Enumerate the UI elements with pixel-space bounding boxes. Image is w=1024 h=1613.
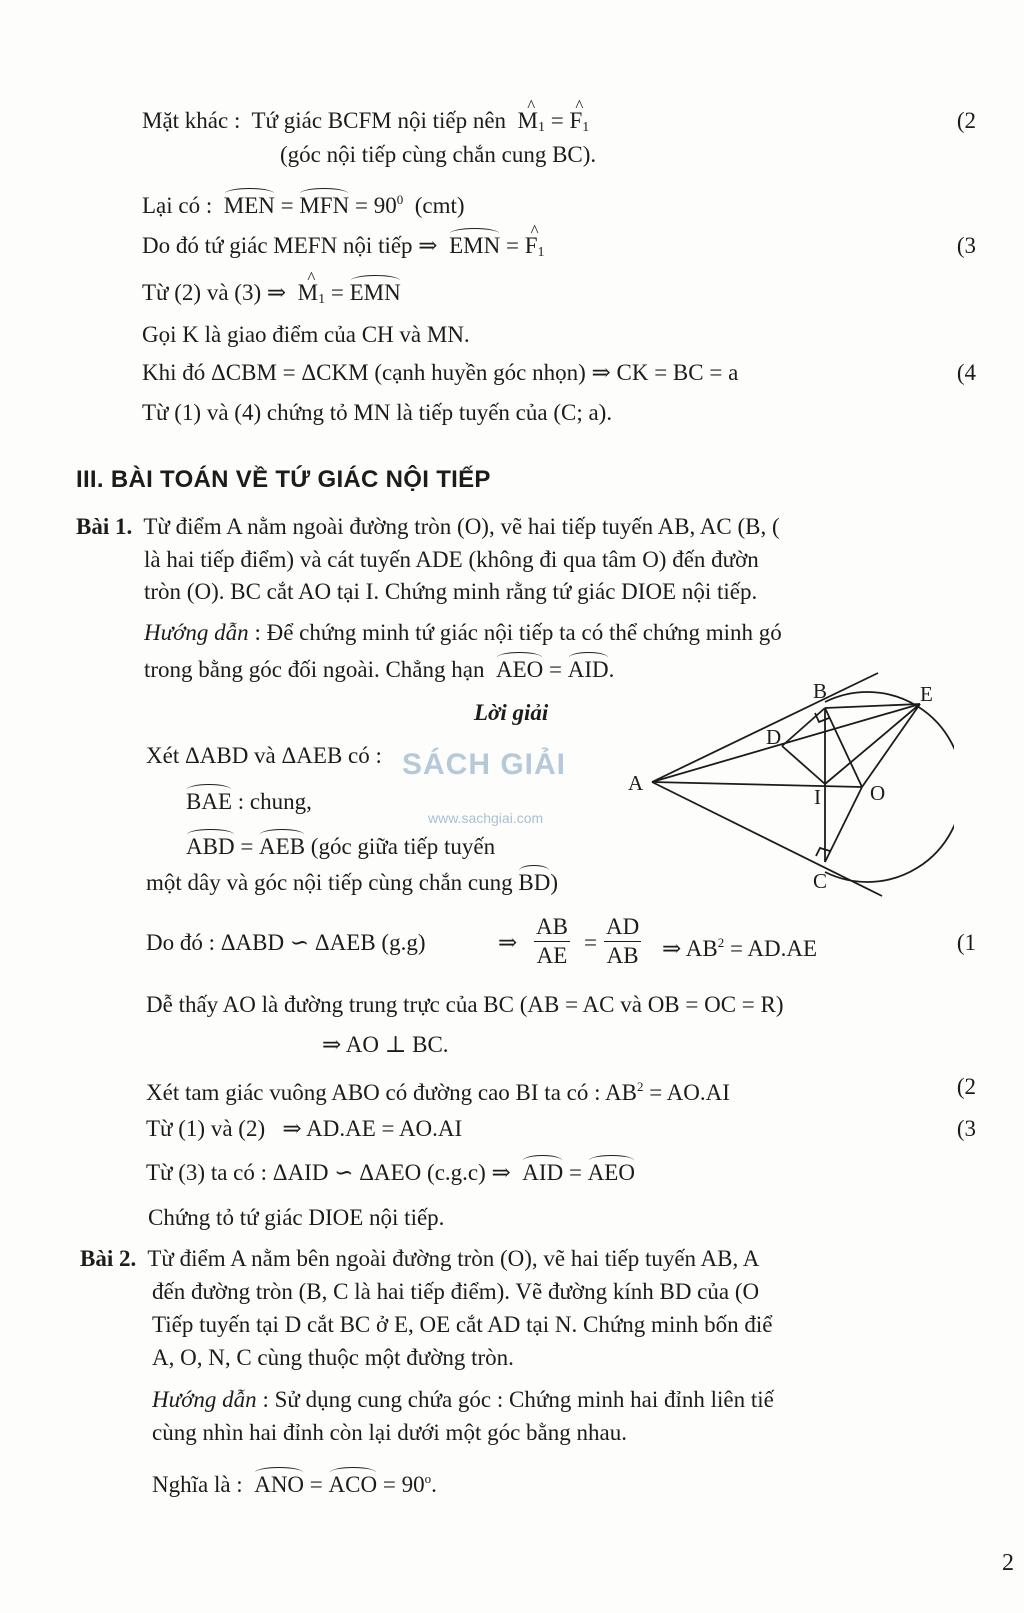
text: = 90 bbox=[354, 193, 397, 218]
angle-m1: ^ $M_1$ bbox=[298, 278, 325, 315]
superscript: 2 bbox=[717, 935, 725, 950]
equation-number: (2 bbox=[956, 108, 976, 133]
text-line bbox=[142, 106, 589, 143]
exercise-line bbox=[76, 512, 780, 542]
text: trong bằng góc đối ngoài. Chẳng hạn bbox=[144, 657, 485, 682]
equation-number: (3 bbox=[956, 1116, 976, 1141]
text: Xét tam giác vuông ABO có đường cao BI ta có : AB bbox=[146, 1080, 637, 1105]
text-line bbox=[662, 928, 817, 964]
equals: = bbox=[240, 834, 254, 859]
equals: = bbox=[550, 108, 564, 133]
arc-angle: EMN bbox=[350, 278, 401, 308]
implies: ⇒ bbox=[498, 930, 518, 955]
arc-angle: BAE bbox=[186, 787, 232, 817]
text: : Để chứng minh tứ giác nội tiếp ta có thể chứng minh gó bbox=[254, 620, 782, 645]
page-number: 2 bbox=[1002, 1550, 1014, 1576]
text-line: Từ (1) và (2) ⇒ AD.AE = AO.AI bbox=[146, 1116, 463, 1141]
equals: = bbox=[505, 233, 519, 258]
text: Từ điểm A nằm ngoài đường tròn (O), vẽ hai tiếp tuyến AB, AC (B, ( bbox=[143, 514, 780, 539]
exercise-label: Bài 2. bbox=[80, 1246, 137, 1271]
text-line bbox=[142, 278, 401, 315]
hint-label: Hướng dẫn bbox=[144, 620, 249, 645]
degree: 0 bbox=[396, 192, 404, 207]
text-line bbox=[142, 185, 465, 221]
equals: = bbox=[584, 930, 597, 955]
segment-di bbox=[782, 746, 825, 784]
text: = AO.AI bbox=[649, 1080, 730, 1105]
text: : chung, bbox=[237, 789, 312, 814]
arc-angle: AID bbox=[522, 1158, 563, 1188]
fraction-ad-ab bbox=[604, 913, 641, 970]
period: . bbox=[431, 1472, 437, 1497]
arc-angle: AEO bbox=[496, 655, 543, 685]
text-line: Xét ΔABD và ΔAEB có : bbox=[146, 743, 382, 768]
angle-f1: ^ $F_1$ bbox=[569, 106, 589, 143]
watermark: SÁCH GIẢI bbox=[402, 748, 567, 781]
hint-line bbox=[152, 1385, 954, 1415]
label-b: B bbox=[813, 679, 828, 703]
text-line: Gọi K là giao điểm của CH và MN. bbox=[142, 322, 470, 347]
arc-angle: MFN bbox=[299, 191, 349, 221]
numerator: AD bbox=[604, 913, 641, 942]
hint-line bbox=[144, 655, 614, 685]
label-o: O bbox=[870, 781, 886, 805]
segment-bd bbox=[782, 708, 825, 746]
text-line: đến đường tròn (B, C là hai tiếp điểm). Vẽ đường kính BD của (O bbox=[152, 1279, 760, 1304]
exercise-line bbox=[80, 1244, 954, 1274]
arc-angle: MEN bbox=[224, 191, 275, 221]
denominator: AB bbox=[606, 943, 639, 968]
label-c: C bbox=[813, 869, 828, 893]
text-line bbox=[186, 832, 495, 862]
text: : Sử dụng cung chứa góc : Chứng minh hai đỉnh liên tiế bbox=[262, 1387, 774, 1412]
tangent-ac bbox=[652, 782, 882, 896]
arc-angle: ABD bbox=[186, 832, 235, 862]
arc-angle: AEO bbox=[588, 1158, 635, 1188]
degree: o bbox=[424, 1471, 432, 1486]
text-line: (góc nội tiếp cùng chắn cung BC). bbox=[280, 142, 597, 167]
fraction-ab-ae bbox=[534, 913, 570, 970]
text-line: A, O, N, C cùng thuộc một đường tròn. bbox=[152, 1345, 514, 1370]
text-line bbox=[146, 868, 558, 898]
text-line: ⇒ AO ⊥ BC. bbox=[322, 1032, 449, 1057]
section-heading: III. BÀI TOÁN VỀ TỨ GIÁC NỘI TIẾP bbox=[76, 466, 491, 493]
arc-angle: ANO bbox=[254, 1470, 304, 1500]
text: Lại có : bbox=[142, 193, 213, 218]
hint-label: Hướng dẫn bbox=[152, 1387, 257, 1412]
segment-ao bbox=[652, 782, 862, 787]
text-line bbox=[186, 787, 312, 817]
text-line: Do đó : ΔABD ∽ ΔAEB (g.g) bbox=[146, 930, 426, 955]
arc-angle: AID bbox=[568, 655, 609, 685]
geometry-figure bbox=[620, 670, 954, 900]
equals: = bbox=[568, 1160, 582, 1185]
period: . bbox=[608, 657, 615, 682]
text: (góc giữa tiếp tuyến bbox=[310, 834, 496, 859]
text: = AD.AE bbox=[729, 936, 818, 961]
arc-angle: EMN bbox=[449, 231, 500, 261]
denominator: AE bbox=[536, 943, 568, 968]
text: Do đó tứ giác MEFN nội tiếp ⇒ bbox=[142, 233, 438, 258]
text-line: Dễ thấy AO là đường trung trực của BC (AB = AC và OB = OC = R) bbox=[146, 992, 784, 1017]
equals: = bbox=[330, 280, 344, 305]
numerator: AB bbox=[534, 913, 570, 942]
equation-number: (3 bbox=[956, 233, 976, 258]
text: Nghĩa là : bbox=[152, 1472, 243, 1497]
text-line: Tiếp tuyến tại D cắt BC ở E, OE cắt AD tại N. Chứng minh bốn điể bbox=[152, 1312, 773, 1337]
text: Từ điểm A nằm bên ngoài đường tròn (O), vẽ hai tiếp tuyến AB, A bbox=[147, 1246, 760, 1271]
text-line: là hai tiếp điểm) và cát tuyến ADE (không đi qua tâm O) đến đườn bbox=[144, 547, 759, 572]
text-line: Từ (1) và (4) chứng tỏ MN là tiếp tuyến của (C; a). bbox=[142, 400, 613, 425]
text-line: Khi đó ΔCBM = ΔCKM (cạnh huyền góc nhọn) ⇒ CK = BC = a bbox=[142, 360, 739, 385]
hint-line: cùng nhìn hai đỉnh còn lại dưới một góc bằng nhau. bbox=[152, 1420, 627, 1445]
text: một dây và góc nội tiếp cùng chắn cung bbox=[146, 870, 513, 895]
label-e: E bbox=[920, 682, 933, 706]
label-i: I bbox=[814, 785, 821, 809]
segment-oc bbox=[825, 787, 862, 862]
equals: = bbox=[309, 1472, 323, 1497]
text: Từ (2) và (3) ⇒ bbox=[142, 280, 287, 305]
equals: = bbox=[549, 657, 562, 682]
label: Mặt khác : bbox=[142, 108, 241, 133]
equation-number: (1 bbox=[956, 930, 976, 955]
arc-angle: BD bbox=[518, 868, 550, 898]
equation-number: (2 bbox=[956, 1074, 976, 1099]
hint-line bbox=[144, 618, 954, 648]
text-line: Chứng tỏ tứ giác DIOE nội tiếp. bbox=[148, 1205, 445, 1230]
exercise-label: Bài 1. bbox=[76, 514, 133, 539]
text-line bbox=[146, 1158, 635, 1188]
text: = 90 bbox=[382, 1472, 425, 1497]
text: ⇒ AB bbox=[662, 936, 718, 961]
text-line bbox=[152, 1464, 437, 1500]
equation-number: (4 bbox=[956, 360, 976, 385]
text-line bbox=[142, 231, 544, 268]
segment-ob bbox=[825, 708, 862, 787]
label-d: D bbox=[766, 725, 782, 749]
text-line bbox=[146, 1072, 730, 1108]
arc-angle: ACO bbox=[329, 1470, 378, 1500]
watermark-url: www.sachgiai.com bbox=[428, 810, 544, 826]
text-line: tròn (O). BC cắt AO tại I. Chứng minh rằng tứ giác DIOE nội tiếp. bbox=[144, 579, 758, 604]
text: ) bbox=[550, 870, 558, 895]
text: Từ (3) ta có : ΔAID ∽ ΔAEO (c.g.c) ⇒ bbox=[146, 1160, 511, 1185]
label-a: A bbox=[628, 771, 644, 795]
text: (cmt) bbox=[414, 193, 465, 218]
equals: = bbox=[280, 193, 294, 218]
tangent-ab bbox=[652, 673, 878, 782]
superscript: 2 bbox=[636, 1079, 644, 1094]
angle-m1: ^ $M_1$ bbox=[518, 106, 545, 143]
angle-f1: ^ $F_1$ bbox=[525, 231, 545, 268]
solution-title: Lời giải bbox=[474, 700, 549, 725]
text: Tứ giác BCFM nội tiếp nên bbox=[251, 108, 507, 133]
arc-angle: AEB bbox=[259, 832, 305, 862]
